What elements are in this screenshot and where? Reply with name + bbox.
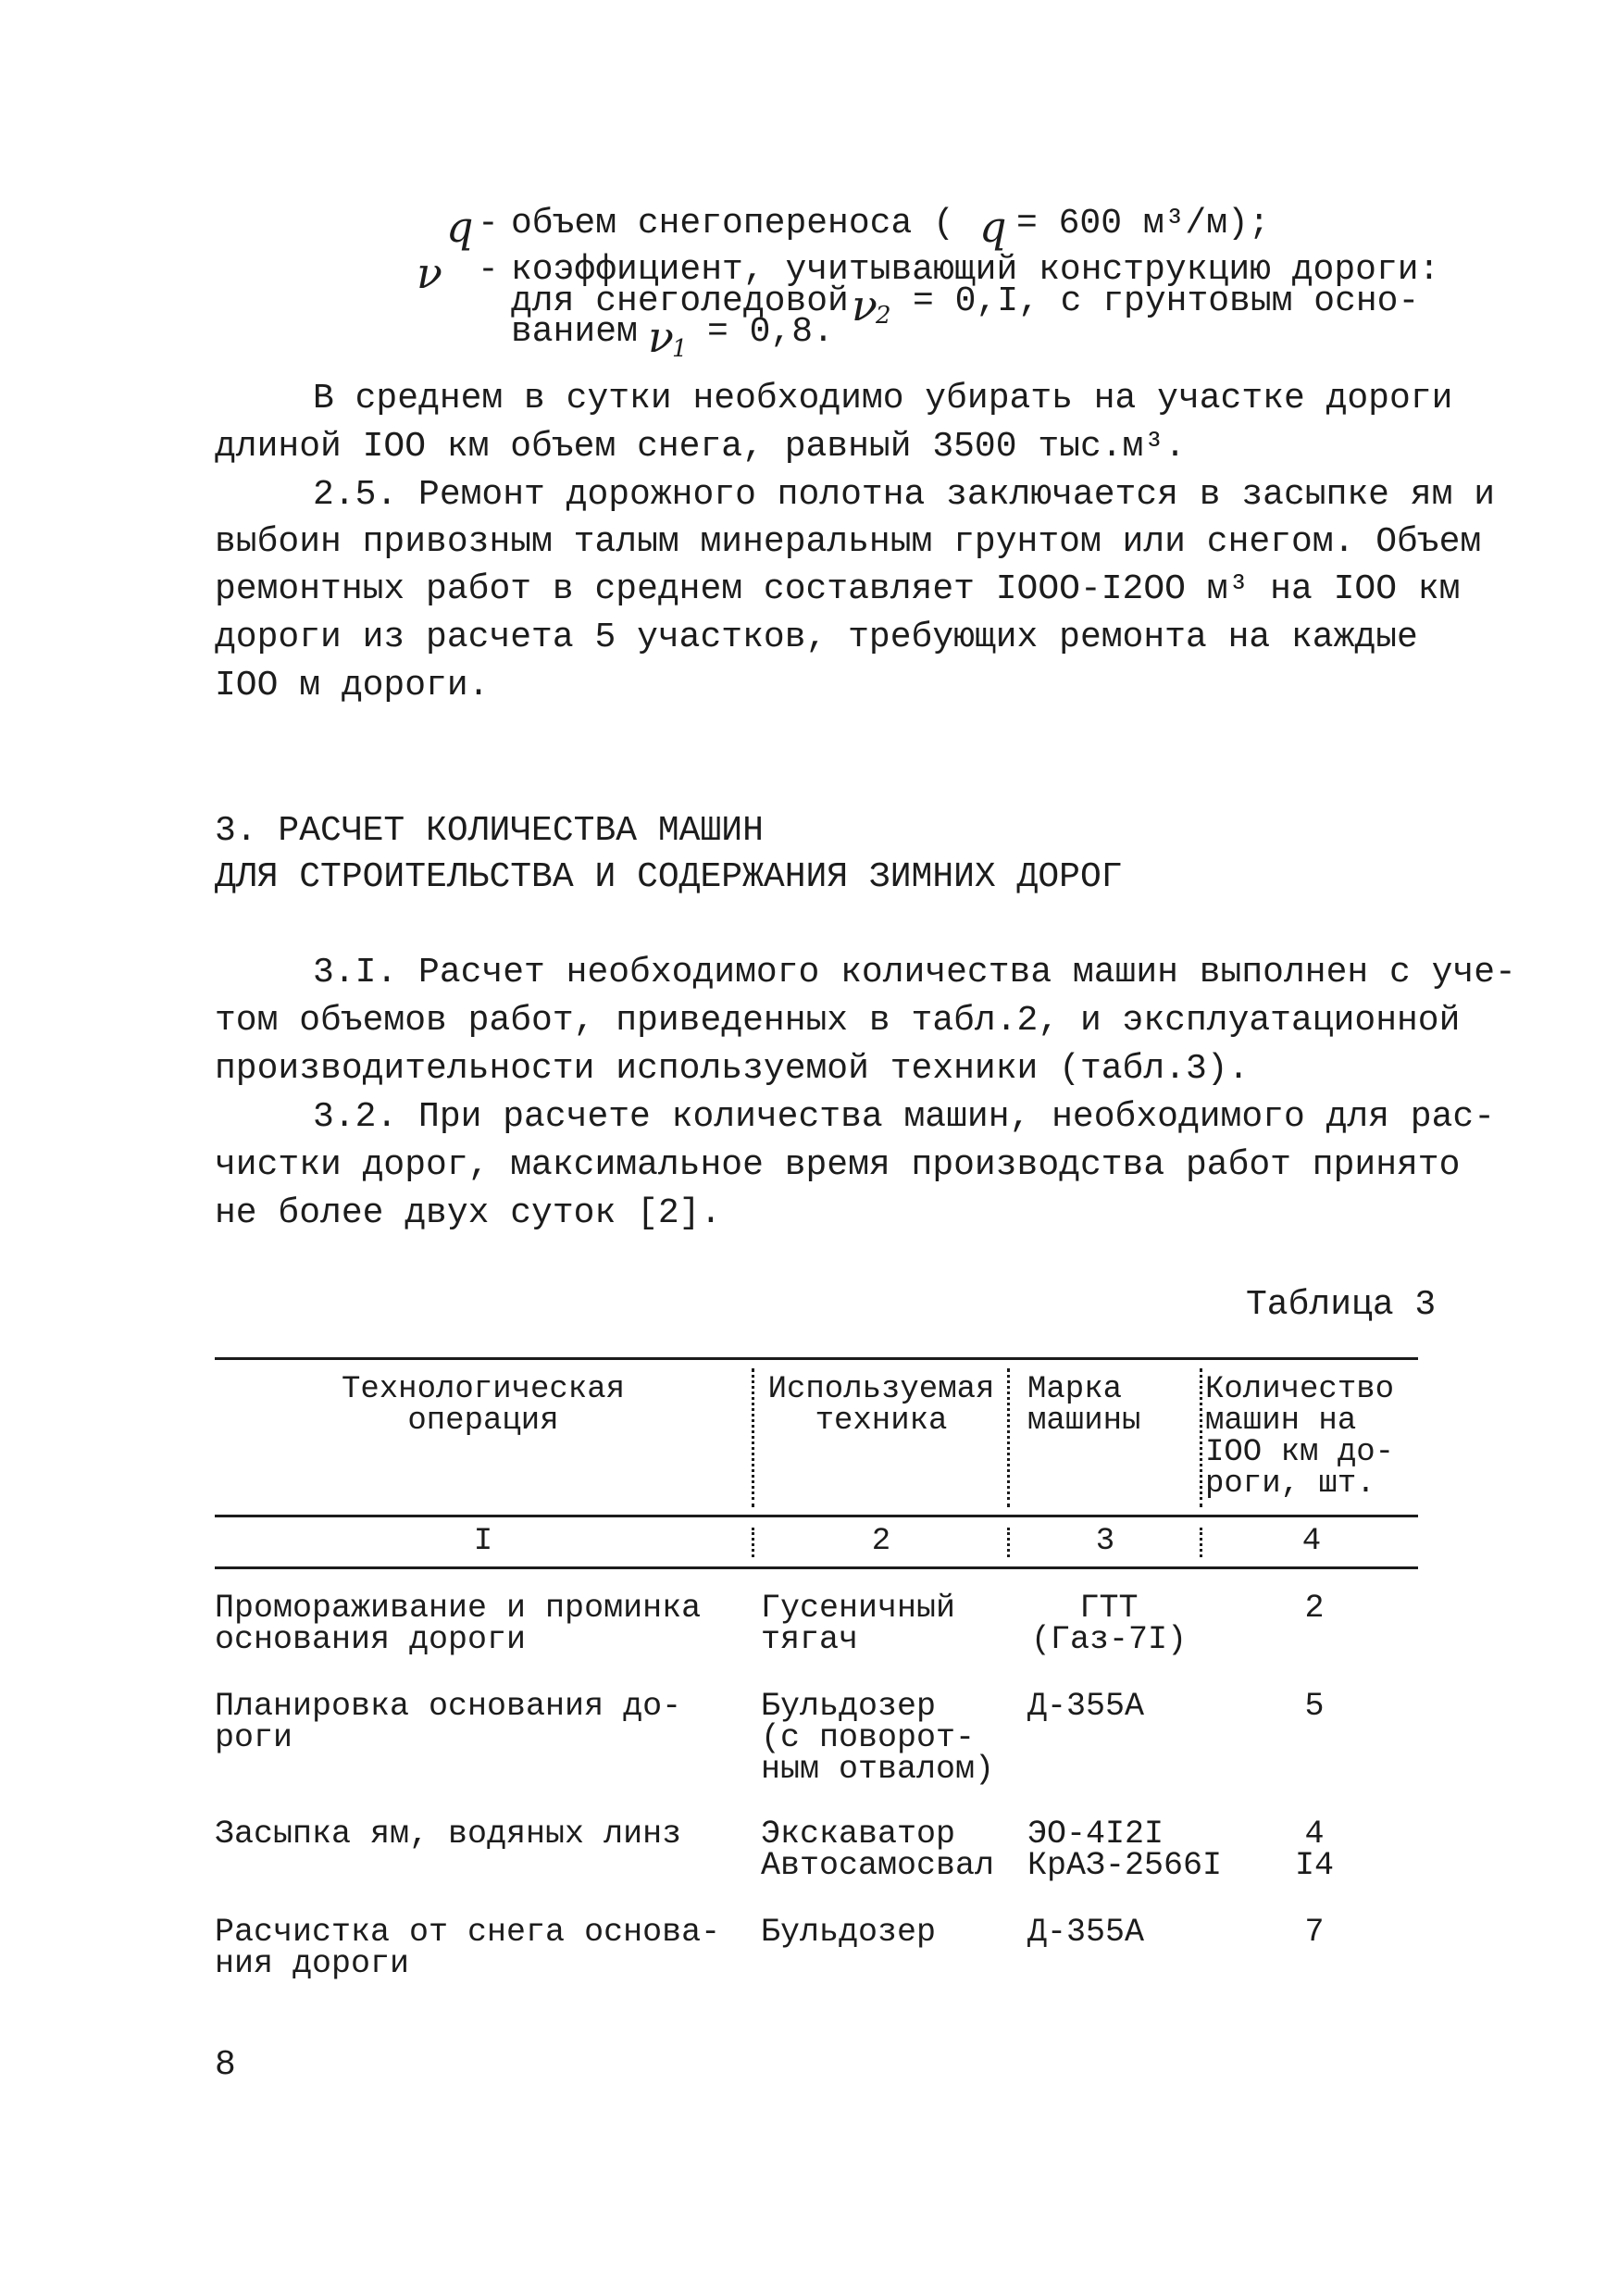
table-header-equipment: Используемая техника	[767, 1372, 995, 1439]
paragraph-line: том объемов работ, приведенных в табл.2, и эксплуатационной	[215, 1001, 1461, 1041]
paragraph-line: IOO м дороги.	[215, 666, 490, 705]
table-column-number: 4	[1301, 1524, 1322, 1559]
symbol-nu1: ν	[648, 312, 674, 362]
table-header-rule	[215, 1515, 1418, 1517]
section-heading: 3. РАСЧЕТ КОЛИЧЕСТВА МАШИН	[215, 811, 764, 851]
column-separator	[752, 1528, 754, 1557]
table-header-quantity: Количество машин на IOO км до- роги, шт.	[1205, 1372, 1395, 1502]
dash: -	[478, 250, 499, 290]
paragraph-line: 3.2. При расчете количества машин, необходимого для рас-	[313, 1097, 1496, 1137]
table-cell-equipment: Экскаватор Автосамосвал	[761, 1816, 995, 1884]
paragraph-line: 2.5. Ремонт дорожного полотна заключается в засыпке ям и	[313, 475, 1496, 515]
column-separator	[752, 1368, 754, 1507]
table-cell-model: ГТТ (Газ-7I)	[1030, 1590, 1188, 1658]
table-cell-equipment: Бульдозер (с поворот- ным отвалом)	[761, 1688, 995, 1788]
table-cell-quantity: 7	[1304, 1914, 1325, 1951]
table-column-number: 2	[871, 1524, 891, 1559]
table-cell-operation: Планировка основания до- роги	[215, 1688, 682, 1756]
paragraph-line: чистки дорог, максимальное время производства работ принято	[215, 1145, 1461, 1185]
column-separator	[1007, 1368, 1010, 1507]
page-number: 8	[215, 2045, 236, 2085]
table-cell-operation: Расчистка от снега основа- ния дороги	[215, 1914, 721, 1982]
table-column-number: 3	[1095, 1524, 1115, 1559]
definition-q-value: = 600 м³/м);	[1016, 204, 1270, 243]
subscript-1: 1	[672, 335, 688, 363]
table-cell-model: Д-355А	[1027, 1688, 1145, 1725]
definition-nu-line2: для снеголедовой	[511, 281, 849, 321]
table-cell-operation: Промораживание и проминка основания дороги	[215, 1590, 702, 1658]
table-header-operation: Технологическая операция	[341, 1372, 626, 1439]
symbol-nu2: ν	[852, 281, 877, 331]
table-cell-operation: Засыпка ям, водяных линз	[215, 1816, 682, 1853]
table-column-number: I	[473, 1524, 493, 1559]
column-separator	[1200, 1528, 1202, 1557]
definition-nu-line3: ванием	[511, 312, 638, 352]
definition-nu1-value: = 0,8.	[707, 312, 834, 352]
table-cell-equipment: Гусеничный тягач	[761, 1590, 956, 1658]
table-cell-equipment: Бульдозер	[761, 1914, 937, 1951]
section-heading: ДЛЯ СТРОИТЕЛЬСТВА И СОДЕРЖАНИЯ ЗИМНИХ ДОРОГ	[215, 857, 1123, 897]
subscript-2: 2	[876, 302, 891, 330]
table-title: Таблица 3	[1246, 1285, 1437, 1325]
paragraph-line: 3.I. Расчет необходимого количества машин выполнен с уче-	[313, 953, 1516, 992]
table-cell-model: ЭО-4I2I КрАЗ-2566I	[1027, 1816, 1223, 1884]
column-separator	[1007, 1528, 1010, 1557]
paragraph-line: не более двух суток [2].	[215, 1193, 722, 1233]
definition-q-text: объем снегопереноса (	[511, 204, 954, 243]
symbol-q: q	[446, 202, 474, 252]
definition-nu2-value: = 0,I, с грунтовым осно-	[913, 281, 1420, 321]
column-separator	[1200, 1368, 1202, 1507]
paragraph-line: длиной IOO км объем снега, равный 3500 тыс.м³.	[215, 427, 1186, 467]
table-cell-model: Д-355А	[1027, 1914, 1145, 1951]
paragraph-line: ремонтных работ в среднем составляет IOOO-I2OO м³ на IOO км	[215, 569, 1461, 609]
definition-nu-line1: коэффициент, учитывающий конструкцию дороги:	[511, 250, 1440, 290]
table-numbers-rule	[215, 1566, 1418, 1569]
paragraph-line: дороги из расчета 5 участков, требующих ремонта на каждые	[215, 618, 1418, 657]
table-cell-quantity: 2	[1304, 1590, 1325, 1627]
paragraph-line: выбоин привозным талым минеральным грунтом или снегом. Объем	[215, 522, 1482, 562]
table-top-rule	[215, 1357, 1418, 1360]
dash: -	[478, 204, 499, 243]
table-cell-quantity: 4 I4	[1294, 1816, 1334, 1884]
paragraph-line: производительности используемой техники (табл.3).	[215, 1049, 1250, 1089]
symbol-nu: ν	[417, 248, 442, 298]
symbol-q-inline: q	[979, 202, 1007, 252]
table-cell-quantity: 5	[1304, 1688, 1325, 1725]
paragraph-line: В среднем в сутки необходимо убирать на участке дороги	[313, 379, 1453, 418]
table-header-model: Марка машины	[1027, 1372, 1141, 1439]
